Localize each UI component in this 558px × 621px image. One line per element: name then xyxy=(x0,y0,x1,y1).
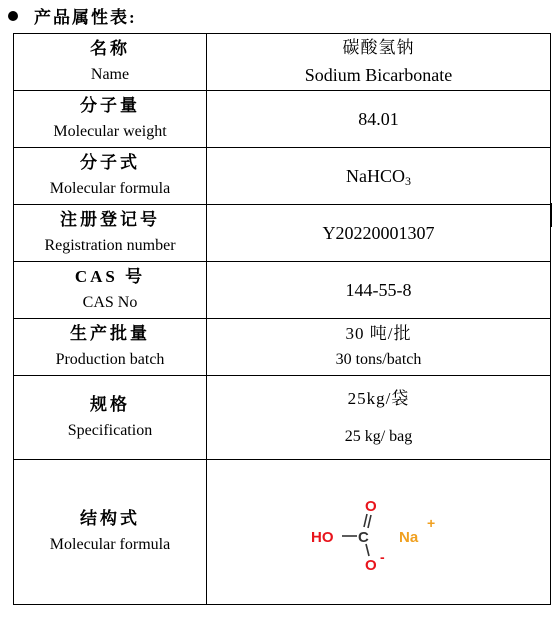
value: 84.01 xyxy=(358,109,399,129)
label-zh: 结构式 xyxy=(80,509,140,528)
value-cell xyxy=(207,262,551,319)
label-cell xyxy=(14,460,207,605)
label-cell xyxy=(14,91,207,148)
value-zh: 30 吨/批 xyxy=(345,324,412,343)
section-title: 产品属性表: xyxy=(34,8,137,27)
section-heading xyxy=(8,3,137,28)
minus-charge: - xyxy=(379,549,385,565)
oxygen-bottom-label: O xyxy=(364,557,377,572)
value-zh: 碳酸氢钠 xyxy=(342,38,415,57)
edge-bar xyxy=(550,203,552,227)
label-en: Production batch xyxy=(55,351,165,368)
table-row-name xyxy=(14,34,551,91)
label-cell xyxy=(14,205,207,262)
label-zh: 分子式 xyxy=(80,153,140,172)
label-cell xyxy=(14,262,207,319)
ho-label: HO xyxy=(310,529,333,546)
label-cell xyxy=(14,34,207,91)
label-en: Molecular weight xyxy=(53,123,167,140)
formula-subscript: 3 xyxy=(405,174,411,188)
table-row-structure xyxy=(14,460,551,605)
label-en: Specification xyxy=(67,421,153,439)
label-zh: 注册登记号 xyxy=(60,210,160,229)
value-cell xyxy=(207,148,551,205)
bond-c-o-top-2 xyxy=(368,515,371,528)
value-en: 30 tons/batch xyxy=(335,351,422,368)
label-en: Molecular formula xyxy=(49,536,171,553)
label-en: Molecular formula xyxy=(49,180,171,197)
structure-cell xyxy=(207,460,551,605)
formula-value xyxy=(207,164,550,188)
bullet-icon xyxy=(8,11,18,21)
table-row-specification xyxy=(14,376,551,460)
value-cell xyxy=(207,34,551,91)
table-row-registration xyxy=(14,205,551,262)
value-cell xyxy=(207,205,551,262)
value-cell xyxy=(207,319,551,376)
formula-main: NaHCO xyxy=(346,166,405,186)
structural-formula xyxy=(309,492,449,572)
label-en: Registration number xyxy=(44,237,176,254)
label-zh: 规格 xyxy=(90,394,130,414)
value-cell xyxy=(207,376,551,460)
carbon-label: C xyxy=(357,529,369,546)
sodium-label: Na xyxy=(398,529,418,546)
label-cell xyxy=(14,376,207,460)
value-cell xyxy=(207,91,551,148)
label-cell xyxy=(14,319,207,376)
table-row-cas xyxy=(14,262,551,319)
label-cell xyxy=(14,148,207,205)
bond-c-o-top-1 xyxy=(364,514,367,527)
value: Y20220001307 xyxy=(322,223,435,243)
label-zh: 生产批量 xyxy=(70,324,150,343)
value-zh: 25kg/袋 xyxy=(347,388,410,408)
table-row-production-batch xyxy=(14,319,551,376)
value-en: Sodium Bicarbonate xyxy=(304,65,453,85)
value-en: 25 kg/ bag xyxy=(344,427,413,445)
product-properties-table xyxy=(13,33,551,605)
label-zh: 分子量 xyxy=(80,96,140,115)
label-zh: CAS 号 xyxy=(74,267,146,286)
label-en: CAS No xyxy=(82,294,138,311)
table-row-molecular-formula xyxy=(14,148,551,205)
plus-charge: + xyxy=(426,515,435,531)
label-en: Name xyxy=(90,66,130,83)
label-zh: 名称 xyxy=(90,39,130,58)
value: 144-55-8 xyxy=(345,280,412,300)
oxygen-top-label: O xyxy=(364,498,377,515)
table-row-molecular-weight xyxy=(14,91,551,148)
